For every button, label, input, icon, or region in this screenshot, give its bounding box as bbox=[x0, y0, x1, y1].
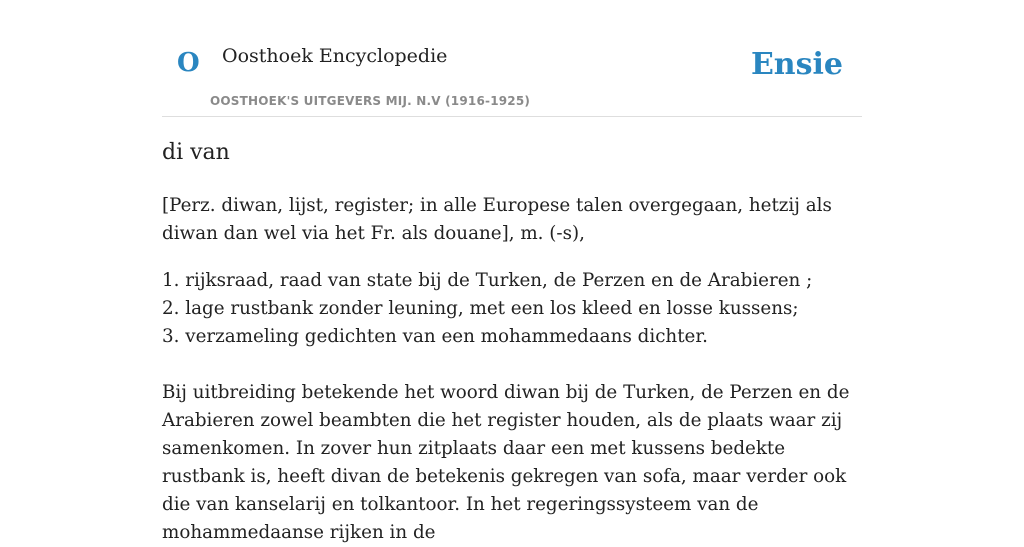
ensie-logo-link[interactable]: Ensie bbox=[750, 47, 843, 82]
definition-item: 2. lage rustbank zonder leuning, met een los kleed en losse kussens; bbox=[162, 298, 799, 319]
source-logo[interactable]: O bbox=[177, 48, 200, 78]
definition-item: 3. verzameling gedichten van een mohammedaans dichter. bbox=[162, 326, 708, 347]
definition-item: 1. rijksraad, raad van state bij de Turken, de Perzen en de Arabieren ; bbox=[162, 270, 813, 291]
entry-etymology: [Perz. diwan, lijst, register; in alle Europese talen overgegaan, hetzij als diwan dan wel via het Fr. als douane], m. (-s), bbox=[162, 195, 832, 244]
definition-list bbox=[162, 267, 862, 351]
page-container bbox=[162, 0, 862, 543]
entry-title: di van bbox=[162, 140, 230, 165]
source-header bbox=[162, 0, 862, 117]
source-title-link[interactable]: Oosthoek Encyclopedie bbox=[222, 45, 448, 67]
source-subtitle: OOSTHOEK'S UITGEVERS MIJ. N.V (1916-1925) bbox=[210, 94, 531, 108]
entry-paragraph: Bij uitbreiding betekende het woord diwan bij de Turken, de Perzen en de Arabieren zowel beambten die het register houden, als de plaats waar zij samenkomen. In zover hun zitplaats daar een met kussens bedekte rustbank is, heeft divan de betekenis gekregen van sofa, maar verder ook die van kanselarij en tolkantoor. In het regeringssysteem van de mohammedaanse rijken in de bbox=[162, 382, 850, 543]
